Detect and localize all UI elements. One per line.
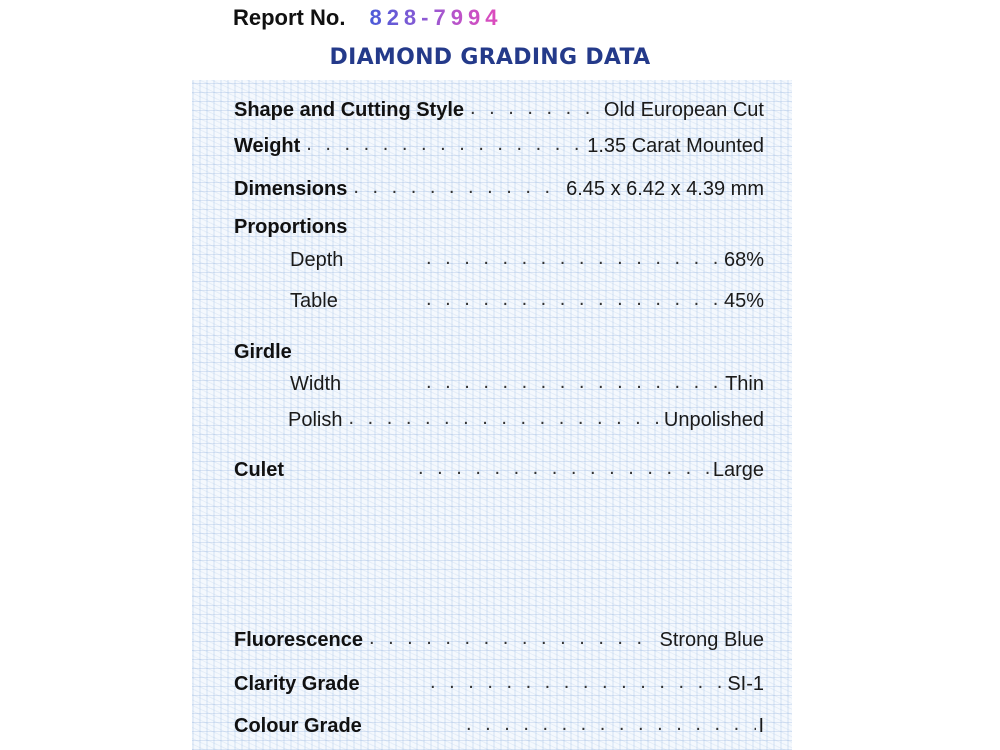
- dot-leader: [424, 247, 722, 270]
- clarity-value: SI-1: [727, 673, 764, 695]
- weight-label: Weight: [234, 135, 301, 157]
- weight-value: 1.35 Carat Mounted: [587, 135, 764, 157]
- shape-row: [234, 92, 764, 122]
- culet-row: [234, 452, 764, 482]
- depth-value: 68%: [723, 249, 764, 271]
- width-label: Width: [290, 373, 342, 395]
- dimensions-row: [234, 171, 764, 201]
- dot-leader: [428, 671, 725, 694]
- dimensions-value: 6.45 x 6.42 x 4.39 mm: [566, 178, 764, 200]
- table-label: Table: [290, 290, 338, 312]
- dot-leader: [351, 176, 564, 199]
- polish-value: Unpolished: [663, 409, 764, 431]
- dot-leader: [304, 133, 585, 156]
- dot-leader: [367, 627, 658, 650]
- girdle-heading: Girdle: [234, 341, 292, 363]
- polish-label: Polish: [288, 409, 343, 431]
- polish-row: [288, 402, 764, 432]
- clarity-row: [234, 666, 764, 696]
- depth-label: Depth: [290, 249, 344, 271]
- fluorescence-row: [234, 622, 764, 652]
- fluorescence-value: Strong Blue: [659, 629, 764, 651]
- dot-leader: [464, 713, 756, 736]
- grading-data-card: [192, 80, 792, 750]
- dot-leader: [346, 407, 661, 430]
- dot-leader: [424, 288, 722, 311]
- dimensions-label: Dimensions: [234, 178, 348, 200]
- dot-leader: [424, 371, 723, 394]
- dot-leader: [468, 97, 602, 120]
- width-value: Thin: [725, 373, 764, 395]
- colour-label: Colour Grade: [234, 715, 362, 737]
- dot-leader: [416, 457, 711, 480]
- culet-label: Culet: [234, 459, 284, 481]
- report-number: 828-7994: [369, 5, 503, 30]
- table-row: [290, 283, 764, 313]
- report-header: [233, 5, 502, 33]
- colour-value: I: [758, 715, 764, 737]
- depth-row: [290, 242, 764, 272]
- width-row: [290, 366, 764, 396]
- table-value: 45%: [723, 290, 764, 312]
- document-title: DIAMOND GRADING DATA: [329, 45, 651, 70]
- shape-label: Shape and Cutting Style: [234, 99, 465, 121]
- culet-value: Large: [712, 459, 764, 481]
- fluorescence-label: Fluorescence: [234, 629, 363, 651]
- shape-value: Old European Cut: [603, 99, 764, 121]
- report-label: Report No.: [233, 5, 346, 30]
- colour-row: [234, 708, 764, 738]
- weight-row: [234, 128, 764, 158]
- proportions-heading: Proportions: [234, 216, 348, 238]
- clarity-label: Clarity Grade: [234, 673, 360, 695]
